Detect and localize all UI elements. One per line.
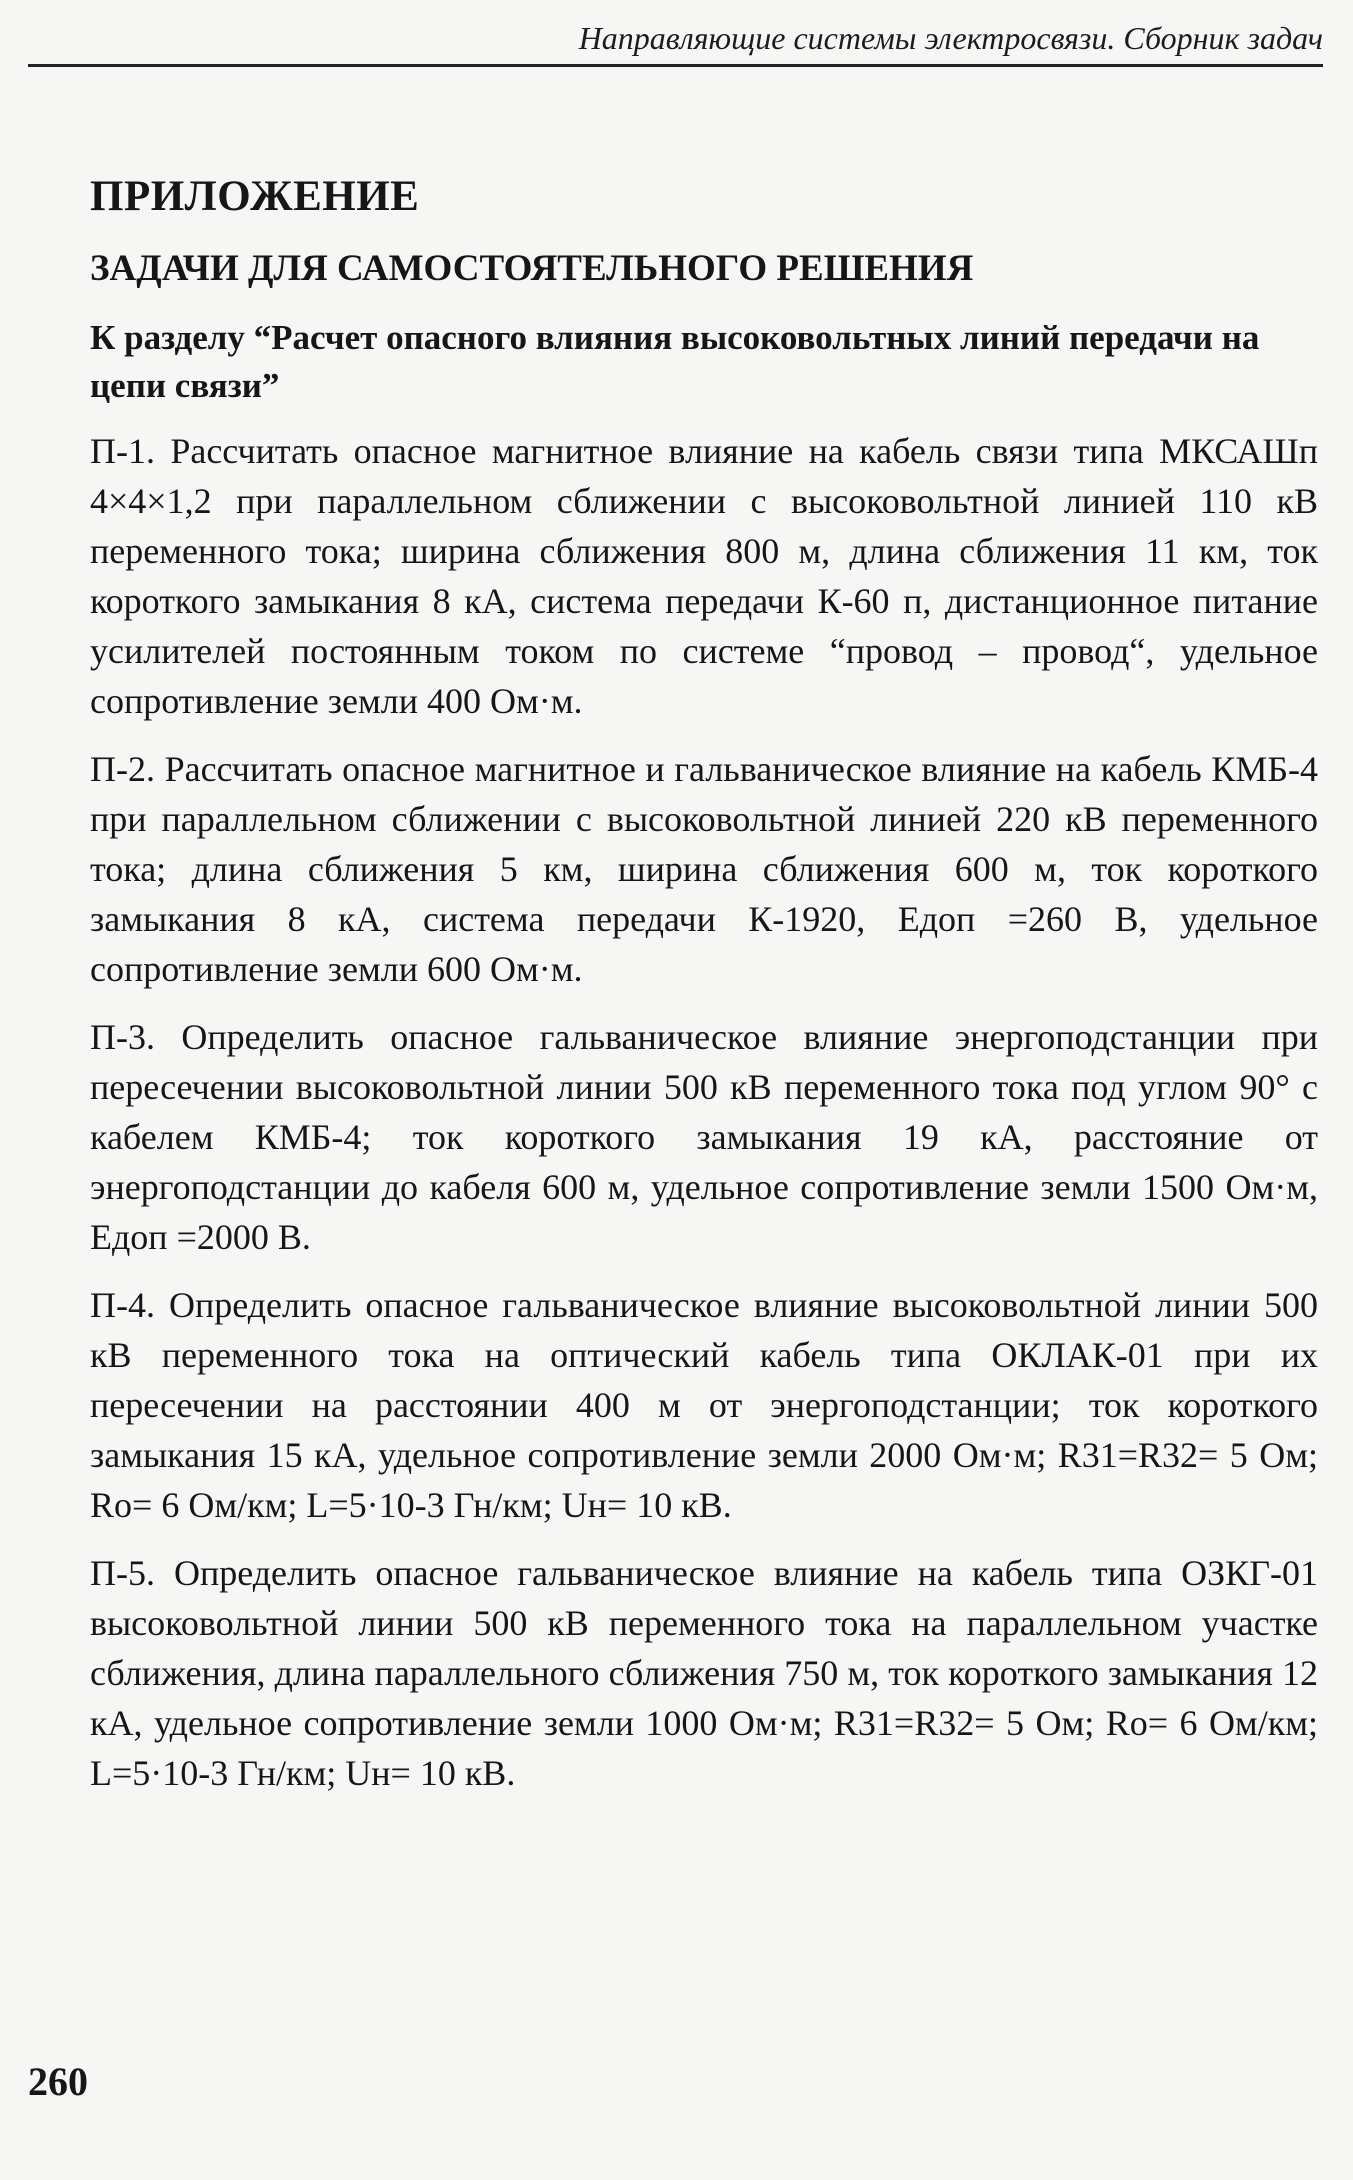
problem-p5: П-5. Определить опасное гальваническое влияние на кабель типа ОЗКГ-01 высоковольтной линии 500 кВ переменного тока на параллельном участке сближения, длина параллельного сближения 750 м, ток короткого замыкания 12 кА, удельное сопротивление земли 1000 Ом·м; R31=R32= 5 Ом; Rо= 6 Ом/км; L=5·10-3 Гн/км; Uн= 10 кВ.: [90, 1553, 1318, 1793]
problem-p1: П-1. Рассчитать опасное магнитное влияние на кабель связи типа МКСАШп 4×4×1,2 при параллельном сближении с высоковольтной линией 110 кВ переменного тока; ширина сближения 800 м, длина сближения 11 км, ток короткого замыкания 8 кА, система передачи К-60 п, дистанционное питание усилителей постоянным током по системе “провод – провод“, удельное сопротивление земли 400 Ом·м.: [90, 431, 1318, 721]
problem-p4: П-4. Определить опасное гальваническое влияние высоковольтной линии 500 кВ переменного тока на оптический кабель типа ОКЛАК-01 при их пересечении на расстоянии 400 м от энергоподстанции; ток короткого замыкания 15 кА, удельное сопротивление земли 2000 Ом·м; R31=R32= 5 Ом; Rо= 6 Ом/км; L=5·10-3 Гн/км; Uн= 10 кВ.: [90, 1285, 1318, 1525]
running-header: Направляющие системы электросвязи. Сборник задач: [28, 18, 1323, 67]
subsection-title: К разделу “Расчет опасного влияния высоковольтных линий передачи на цепи связи”: [90, 318, 1260, 405]
page-content: [90, 170, 1318, 1816]
problem-p2: П-2. Рассчитать опасное магнитное и гальваническое влияние на кабель КМБ-4 при параллельном сближении с высоковольтной линией 220 кВ переменного тока; длина сближения 5 км, ширина сближения 600 м, ток короткого замыкания 8 кА, система передачи К-1920, Eдоп =260 В, удельное сопротивление земли 600 Ом·м.: [90, 749, 1318, 989]
page-number: 260: [28, 2059, 88, 2104]
section-title: ЗАДАЧИ ДЛЯ САМОСТОЯТЕЛЬНОГО РЕШЕНИЯ: [90, 248, 974, 289]
problem-p3: П-3. Определить опасное гальваническое влияние энергоподстанции при пересечении высоковольтной линии 500 кВ переменного тока под углом 90° с кабелем КМБ-4; ток короткого замыкания 19 кА, расстояние от энергоподстанции до кабеля 600 м, удельное сопротивление земли 1500 Ом·м, Eдоп =2000 В.: [90, 1017, 1318, 1257]
appendix-title: ПРИЛОЖЕНИЕ: [90, 173, 420, 220]
